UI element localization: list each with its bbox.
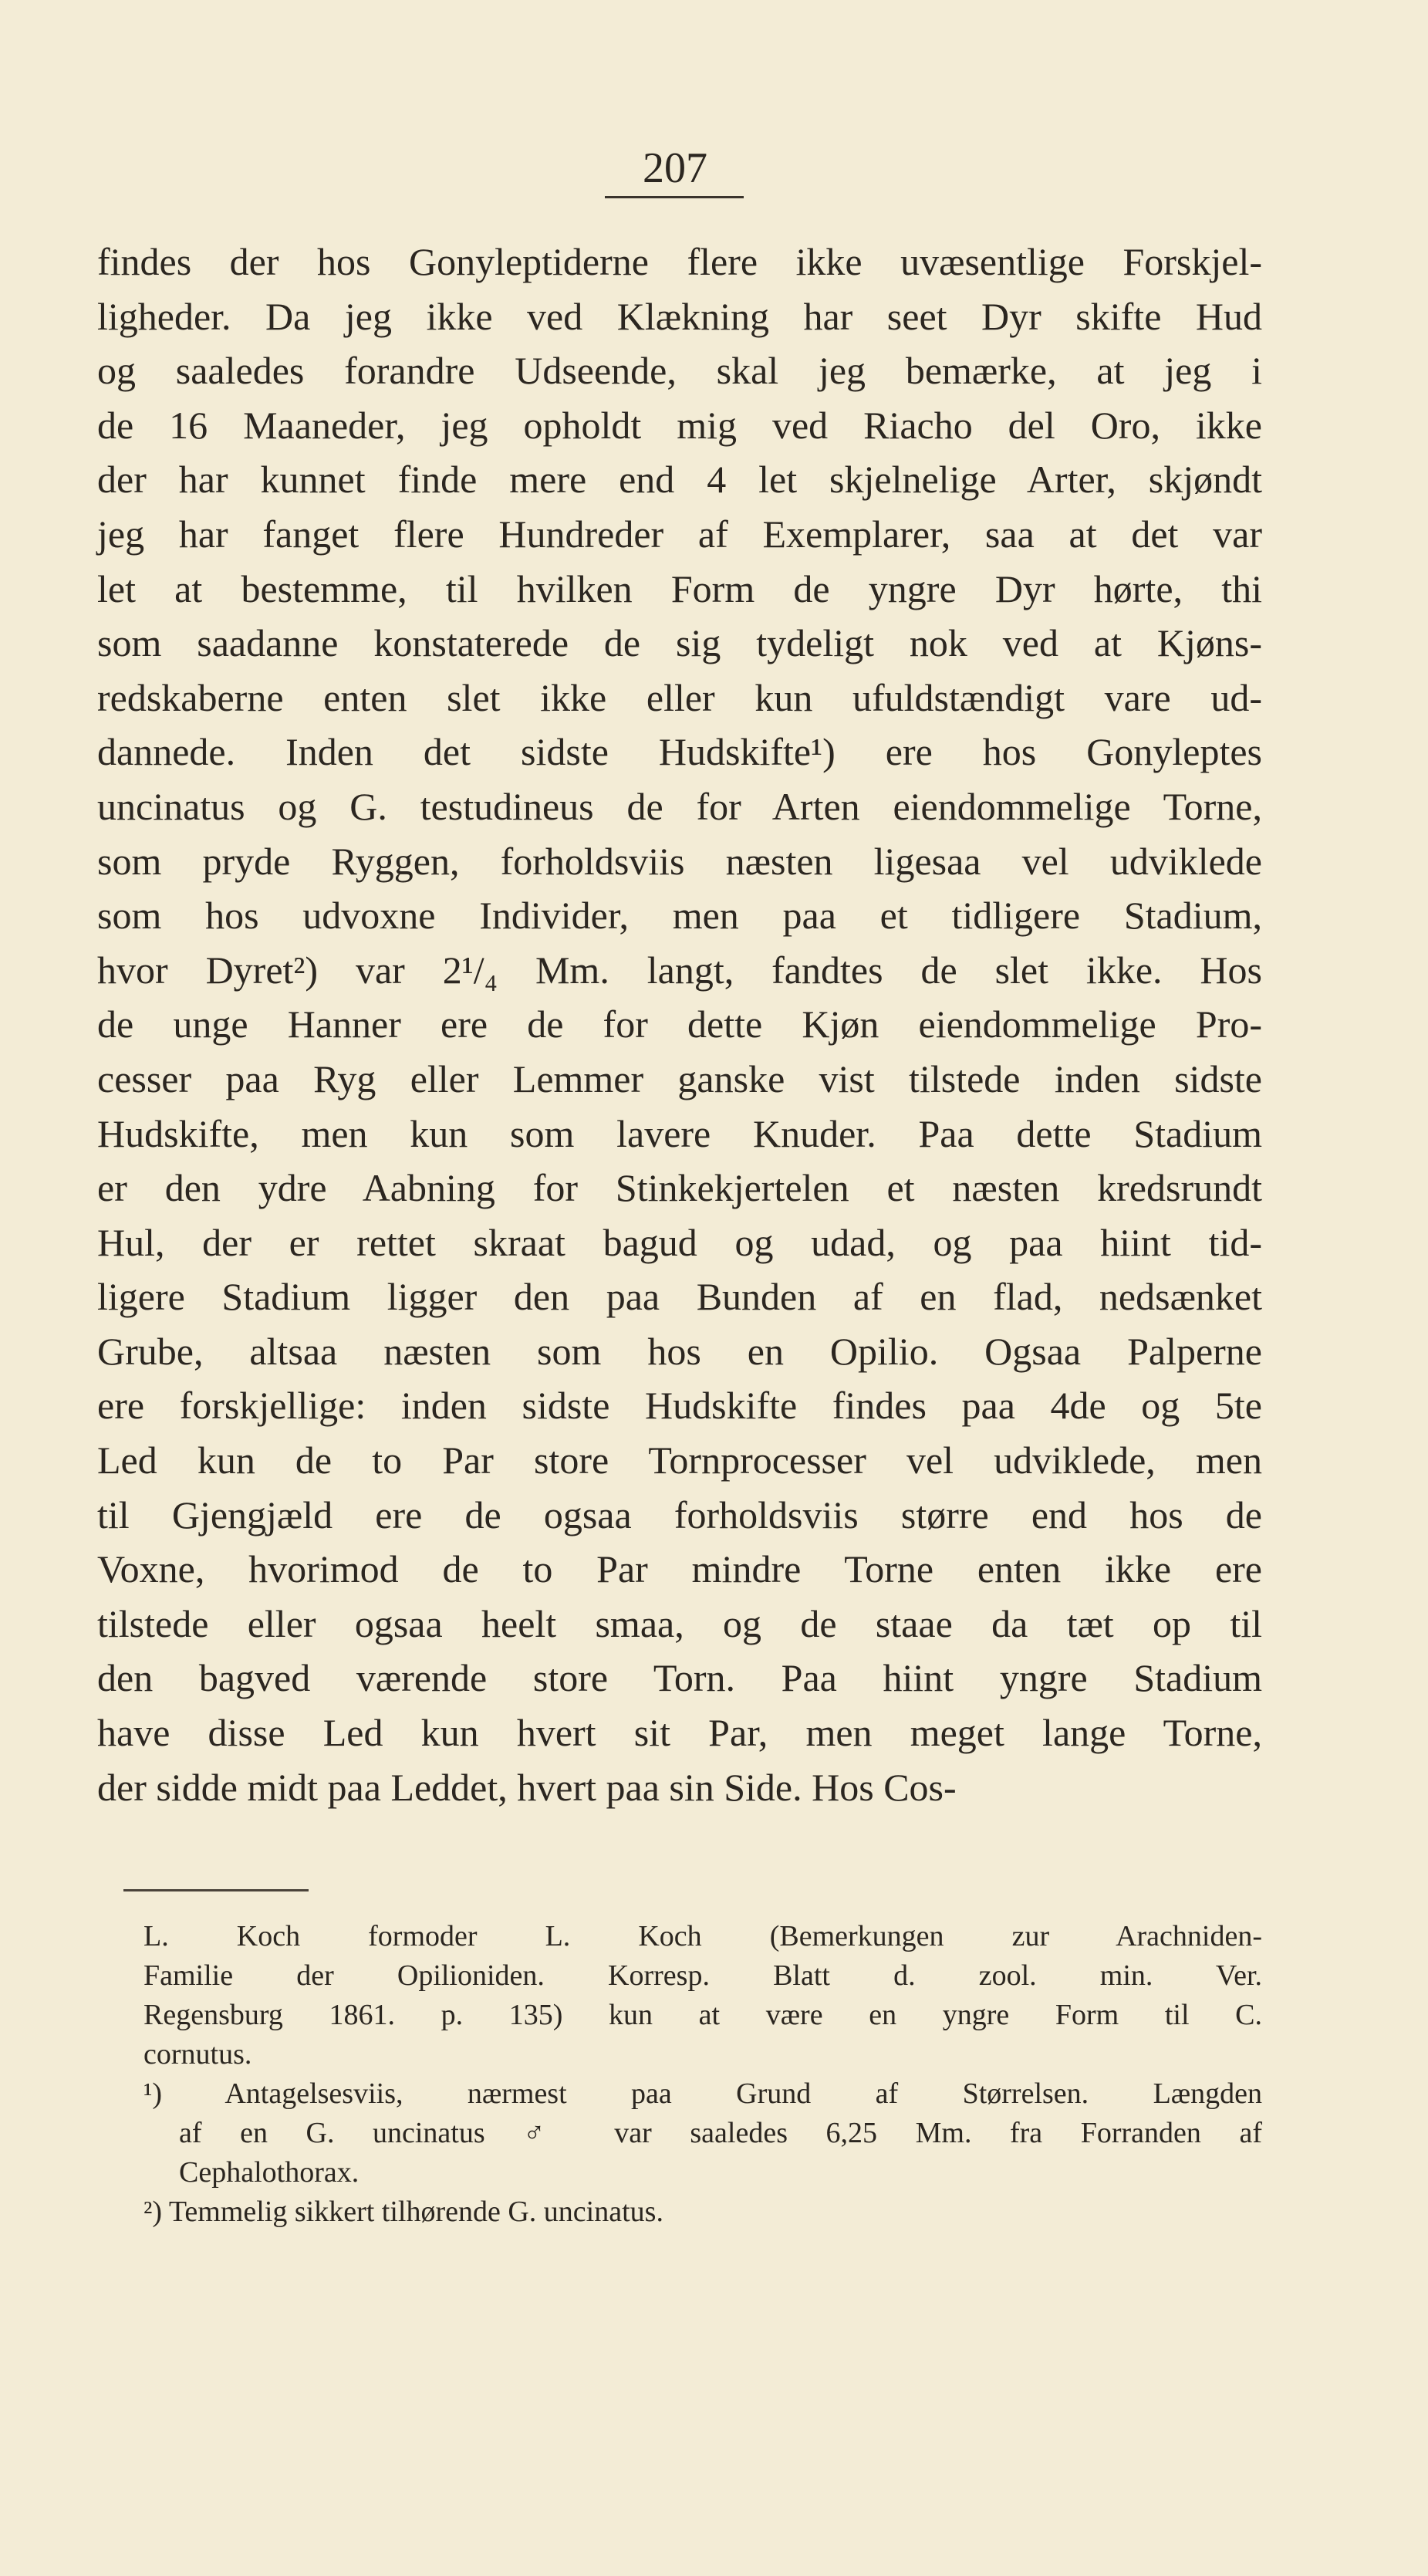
text-line: have disse Led kun hvert sit Par, men meget lange Torne, bbox=[97, 1711, 1262, 1755]
footnote-line: Regensburg 1861. p. 135) kun at være en yngre Form til C. bbox=[143, 1999, 1262, 2031]
text-line: cesser paa Ryg eller Lemmer ganske vist tilstede inden sidste bbox=[97, 1056, 1262, 1100]
text-line: som saadanne konstaterede de sig tydeligt nok ved at Kjøns- bbox=[97, 621, 1262, 665]
text-line: de unge Hanner ere de for dette Kjøn eiendommelige Pro- bbox=[97, 1002, 1262, 1046]
footnote-line: L. Koch formoder L. Koch (Bemerkungen zur Arachniden- bbox=[143, 1920, 1262, 1952]
footnotes bbox=[143, 1917, 1262, 2232]
text-line: som pryde Ryggen, forholdsviis næsten ligesaa vel udviklede bbox=[97, 839, 1262, 883]
text-line: ligere Stadium ligger den paa Bunden af en flad, nedsænket bbox=[97, 1275, 1262, 1319]
text-line: og saaledes forandre Udseende, skal jeg bemærke, at jeg i bbox=[97, 349, 1262, 393]
text-line: uncinatus og G. testudineus de for Arten eiendommelige Torne, bbox=[97, 784, 1262, 828]
text-line: ligheder. Da jeg ikke ved Klækning har seet Dyr skifte Hud bbox=[97, 294, 1262, 338]
text-line: tilstede eller ogsaa heelt smaa, og de staae da tæt op til bbox=[97, 1601, 1262, 1645]
text-line: er den ydre Aabning for Stinkekjertelen et næsten kredsrundt bbox=[97, 1166, 1262, 1210]
footnote-line: Cephalothorax. bbox=[179, 2156, 360, 2189]
text-line: som hos udvoxne Individer, men paa et tidligere Stadium, bbox=[97, 894, 1262, 938]
footnote-line: af en G. uncinatus ♂ var saaledes 6,25 Mm. fra Forranden af bbox=[179, 2117, 1262, 2149]
main-text bbox=[97, 235, 1262, 1814]
text-line: let at bestemme, til hvilken Form de yngre Dyr hørte, thi bbox=[97, 566, 1262, 610]
text-line: den bagved værende store Torn. Paa hiint yngre Stadium bbox=[97, 1656, 1262, 1700]
text-line: jeg har fanget flere Hundreder af Exemplarer, saa at det var bbox=[97, 512, 1262, 556]
footnote-line: ²) Temmelig sikkert tilhørende G. uncinatus. bbox=[143, 2196, 663, 2228]
text-line: der sidde midt paa Leddet, hvert paa sin Side. Hos Cos- bbox=[97, 1765, 957, 1809]
page-number: 207 bbox=[643, 144, 707, 192]
footnote-line: cornutus. bbox=[143, 2038, 252, 2071]
text-line: findes der hos Gonyleptiderne flere ikke uvæsentlige Forskjel- bbox=[97, 240, 1262, 283]
text-line: redskaberne enten slet ikke eller kun ufuldstændigt vare ud- bbox=[97, 675, 1262, 719]
text-line: til Gjengjæld ere de ogsaa forholdsviis større end hos de bbox=[97, 1493, 1262, 1536]
text-line: dannede. Inden det sidste Hudskifte¹) ere hos Gonyleptes bbox=[97, 730, 1262, 774]
text-line: Led kun de to Par store Tornprocesser vel udviklede, men bbox=[97, 1438, 1262, 1482]
page-number-rule bbox=[605, 196, 744, 198]
text-line: hvor Dyret²) var 2¹/₄ Mm. langt, fandtes de slet ikke. Hos bbox=[97, 948, 1262, 992]
footnote-line: Familie der Opilioniden. Korresp. Blatt d. zool. min. Ver. bbox=[143, 1959, 1262, 1992]
text-line: de 16 Maaneder, jeg opholdt mig ved Riacho del Oro, ikke bbox=[97, 403, 1262, 447]
text-line: ere forskjellige: inden sidste Hudskifte findes paa 4de og 5te bbox=[97, 1384, 1262, 1428]
text-line: Hul, der er rettet skraat bagud og udad, og paa hiint tid- bbox=[97, 1220, 1262, 1264]
text-line: Voxne, hvorimod de to Par mindre Torne enten ikke ere bbox=[97, 1547, 1262, 1591]
footnote-line: ¹) Antagelsesviis, nærmest paa Grund af Størrelsen. Længden bbox=[143, 2077, 1262, 2110]
text-line: Grube, altsaa næsten som hos en Opilio. Ogsaa Palperne bbox=[97, 1329, 1262, 1373]
text-line: Hudskifte, men kun som lavere Knuder. Paa dette Stadium bbox=[97, 1111, 1262, 1155]
footnote-rule bbox=[123, 1889, 309, 1891]
text-line: der har kunnet finde mere end 4 let skjelnelige Arter, skjøndt bbox=[97, 458, 1262, 502]
